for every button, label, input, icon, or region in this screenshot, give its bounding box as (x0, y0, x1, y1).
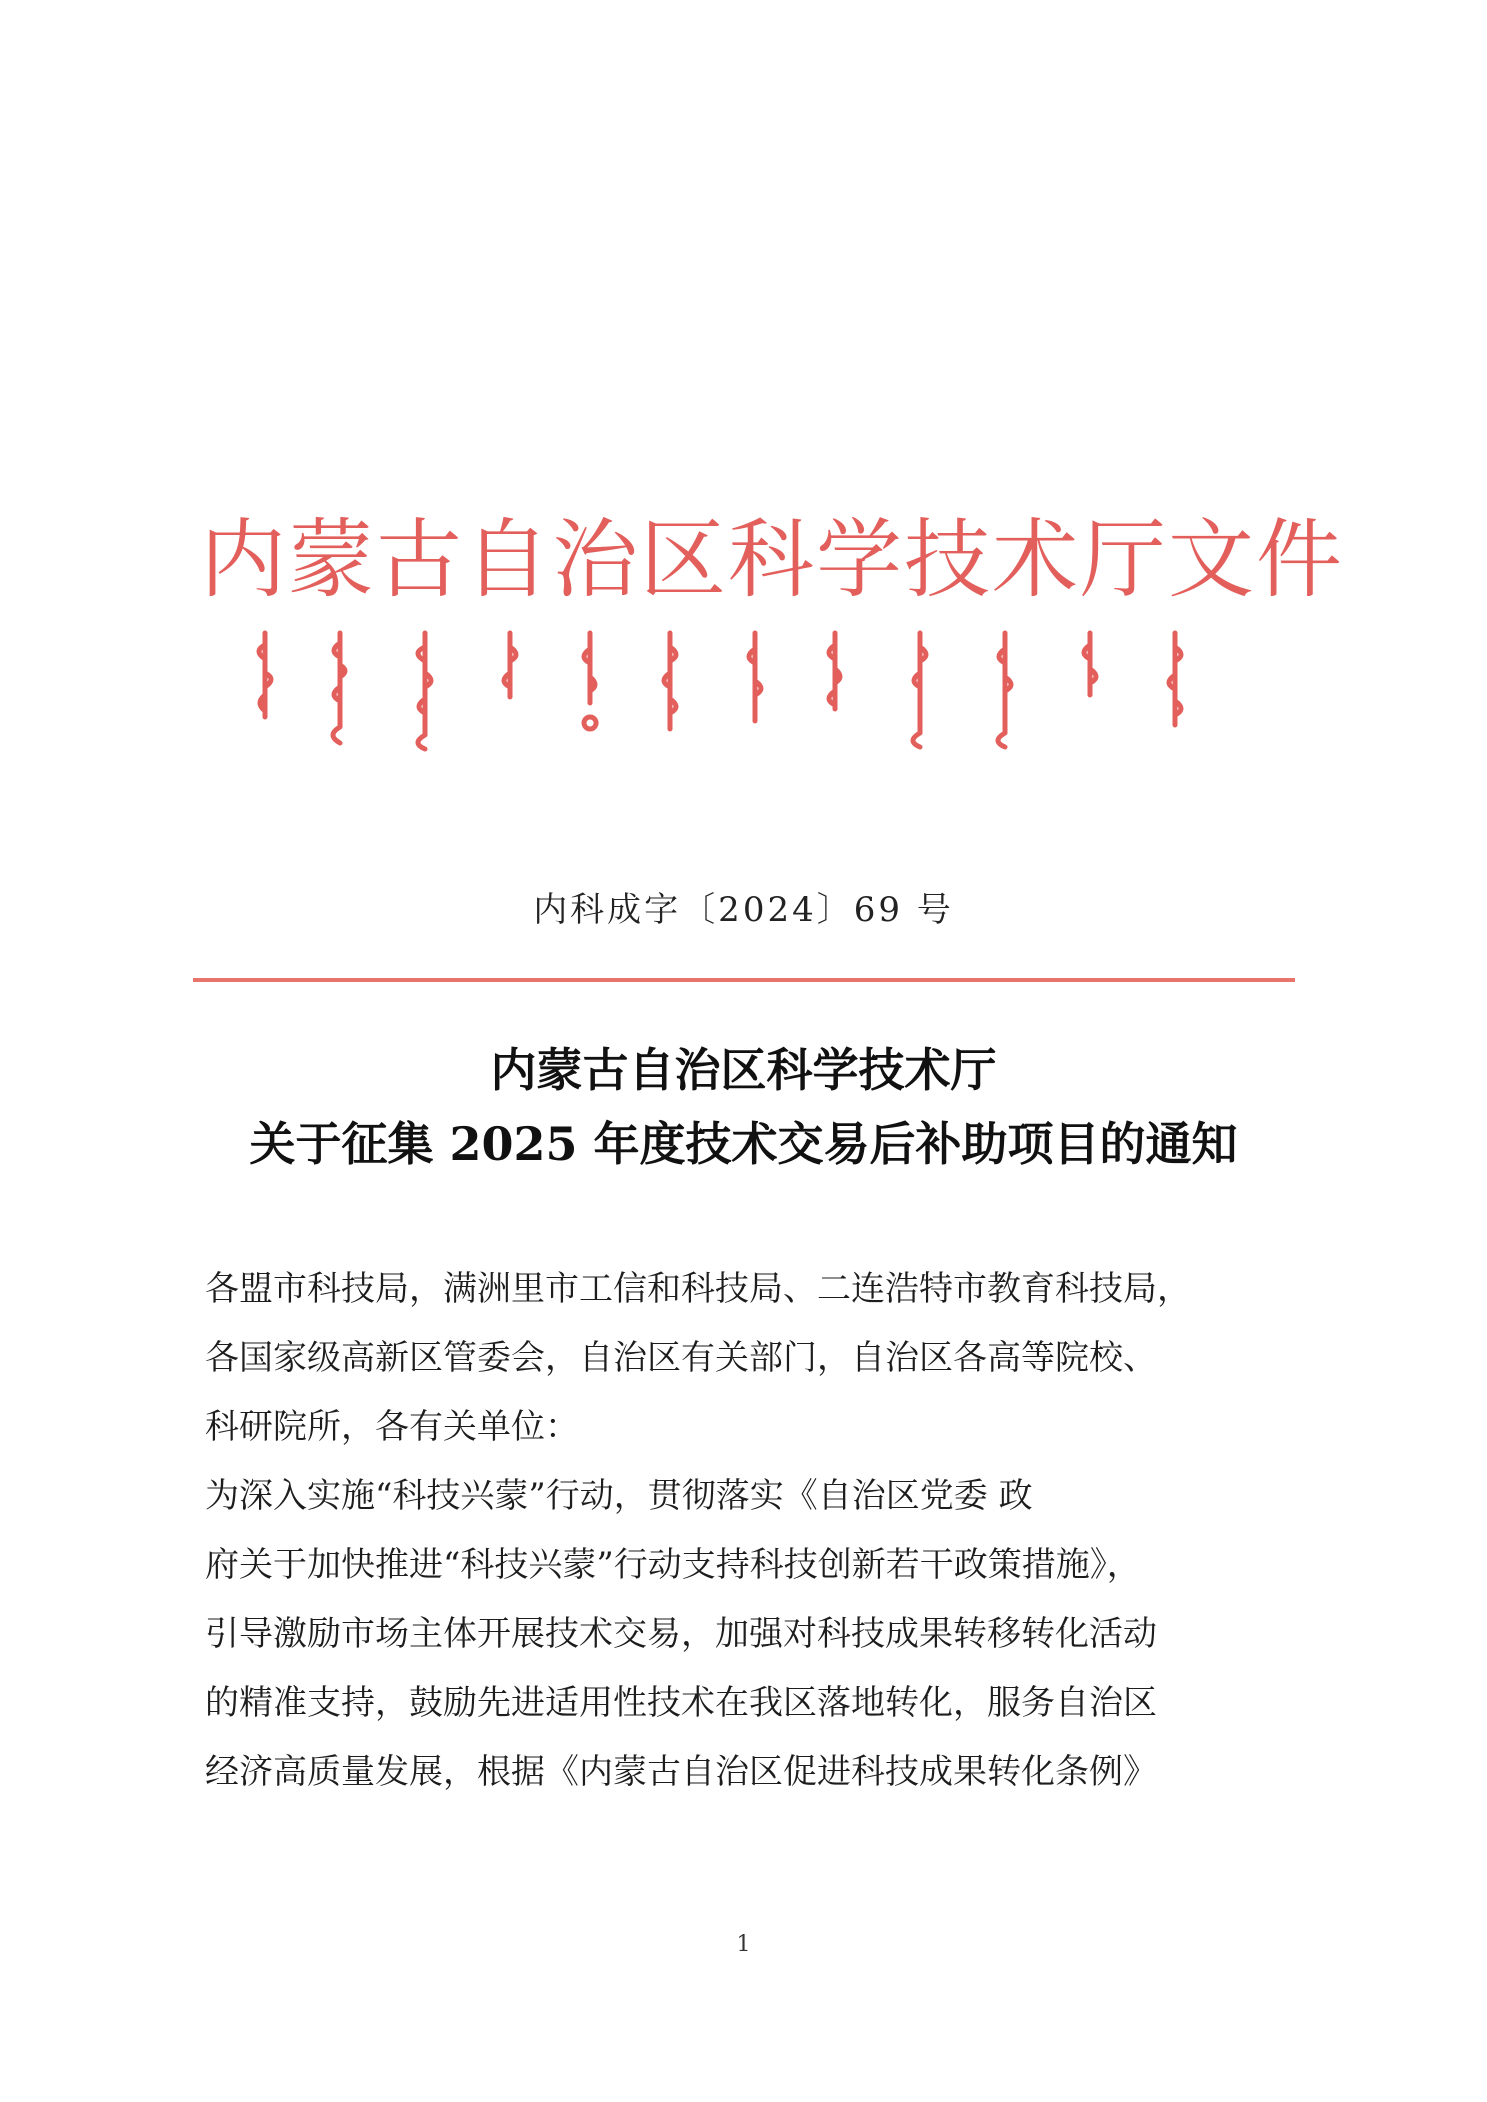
document-number: 内科成字〔2024〕69 号 (533, 890, 954, 930)
red-divider-line (193, 978, 1295, 982)
page-number: 1 (736, 1932, 751, 1957)
body-line: 经济高质量发展，根据《内蒙古自治区促进科技成果转化条例》 (205, 1752, 1157, 1792)
body-line: 科研院所，各有关单位： (205, 1407, 579, 1447)
document-title-line-2: 关于征集 2025 年度技术交易后补助项目的通知 (249, 1117, 1238, 1171)
body-line: 各盟市科技局，满洲里市工信和科技局、二连浩特市教育科技局， (205, 1269, 1191, 1309)
body-line: 为深入实施“科技兴蒙”行动，贯彻落实《自治区党委 政 (205, 1476, 1033, 1516)
body-line: 府关于加快推进“科技兴蒙”行动支持科技创新若干政策措施》， (205, 1545, 1141, 1585)
red-header-title: 内蒙古自治区科学技术厅文件 (200, 510, 1344, 610)
document-title-line-1: 内蒙古自治区科学技术厅 (490, 1043, 997, 1097)
body-line: 引导激励市场主体开展技术交易，加强对科技成果转移转化活动 (205, 1614, 1157, 1654)
mongolian-script-graphic (230, 625, 1260, 765)
body-line: 的精准支持，鼓励先进适用性技术在我区落地转化，服务自治区 (205, 1683, 1157, 1723)
body-line: 各国家级高新区管委会，自治区有关部门，自治区各高等院校、 (205, 1338, 1157, 1378)
